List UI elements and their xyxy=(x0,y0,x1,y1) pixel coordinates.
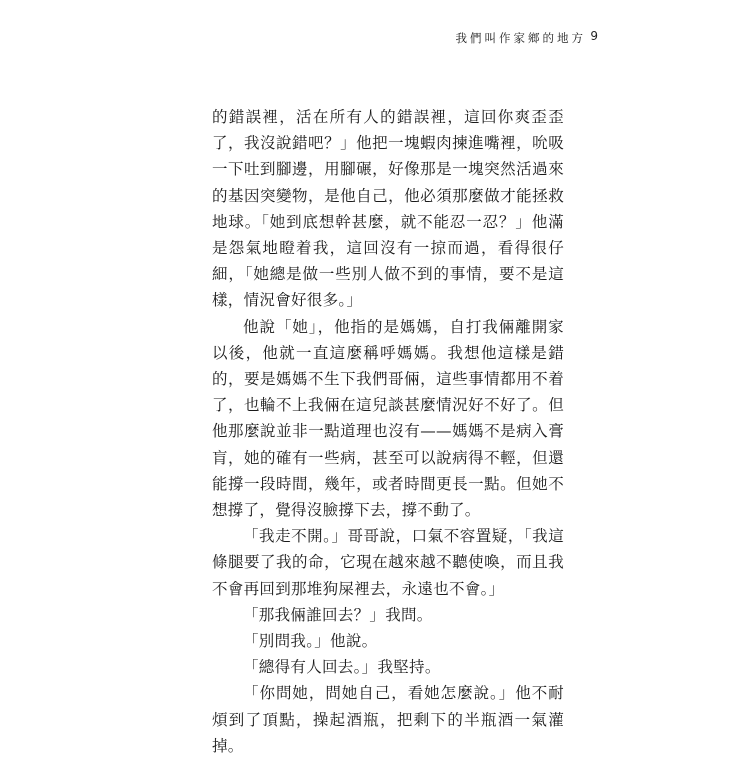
body-text xyxy=(212,104,564,759)
paragraph: 「總得有人回去。」我堅持。 xyxy=(243,658,441,677)
paragraph: 「別問我。」他說。 xyxy=(243,632,378,651)
running-head-title: 我們叫作家鄉的地方 xyxy=(455,31,586,45)
paragraph: 「那我倆誰回去？」我問。 xyxy=(243,605,433,624)
paragraph: 「你問她，問她自己，看她怎麼說。」他不耐煩到了頂點，操起酒瓶，把剩下的半瓶酒一氣灌掉。 xyxy=(212,684,564,755)
paragraph: 「我走不開。」哥哥說，口氣不容置疑，「我這條腿要了我的命，它現在越來越不聽使喚，而且我不會再回到那堆狗屎裡去，永遠也不會。」 xyxy=(212,527,564,598)
page-number: 9 xyxy=(590,29,598,43)
paragraph: 的錯誤裡，活在所有人的錯誤裡，這回你爽歪歪了，我沒說錯吧？」他把一塊蝦肉揀進嘴裡，吮吸一下吐到腳邊，用腳碾，好像那是一塊突然活過來的基因突變物，是他自己，他必須那麼做才能拯救地球。「她到底想幹甚麼，就不能忍一忍？」他滿是怨氣地瞪着我，這回沒有一掠而過，看得很仔細，「她總是做一些別人做不到的事情，要不是這樣，情況會好很多。」 xyxy=(212,108,564,310)
paragraph: 他說「她」，他指的是媽媽，自打我倆離開家以後，他就一直這麼稱呼媽媽。我想他這樣是錯的，要是媽媽不生下我們哥倆，這些事情都用不着了，也輪不上我倆在這兒談甚麼情況好不好了。但他那麼說並非一點道理也沒有——媽媽不是病入膏肓，她的確有一些病，甚至可以說病得不輕，但還能撐一段時間，幾年，或者時間更長一點。但她不想撐了，覺得沒臉撐下去，撐不動了。 xyxy=(212,317,564,520)
